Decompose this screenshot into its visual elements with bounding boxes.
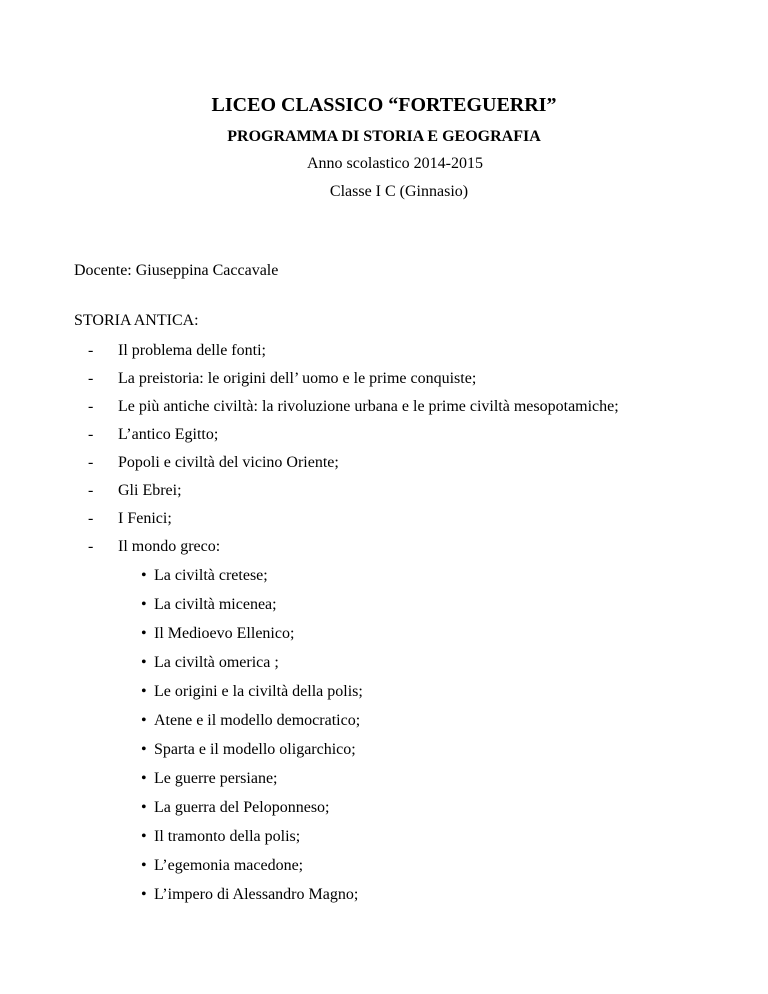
sub-list-item-text: La guerra del Peloponneso; <box>154 799 330 816</box>
list-item-text: Il mondo greco: <box>118 538 221 555</box>
list-item-text: La preistoria: le origini dell’ uomo e le prime conquiste; <box>118 370 477 387</box>
bullet-marker: • <box>141 886 147 903</box>
sub-list-item-text: L’impero di Alessandro Magno; <box>154 886 359 903</box>
teacher-line: Docente: Giuseppina Caccavale <box>74 262 279 279</box>
list-item-text: Il problema delle fonti; <box>118 342 266 359</box>
list-item <box>88 482 182 500</box>
list-item-text: Popoli e civiltà del vicino Oriente; <box>118 454 339 471</box>
list-item <box>88 398 619 416</box>
sub-list-item <box>141 625 294 643</box>
list-item <box>88 426 218 444</box>
program-title-heading: PROGRAMMA DI STORIA E GEOGRAFIA <box>227 128 541 145</box>
list-item <box>88 538 220 556</box>
sub-list-item <box>141 683 363 701</box>
dash-marker: - <box>88 454 94 471</box>
sub-list-item <box>141 770 277 788</box>
sub-list-item <box>141 712 360 730</box>
dash-marker: - <box>88 370 94 387</box>
list-item-text: Le più antiche civiltà: la rivoluzione urbana e le prime civiltà mesopotamiche; <box>118 398 619 415</box>
sub-list-item <box>141 799 330 817</box>
list-item <box>88 342 266 360</box>
bullet-marker: • <box>141 625 147 642</box>
dash-marker: - <box>88 342 94 359</box>
bullet-marker: • <box>141 683 147 700</box>
list-item-text: I Fenici; <box>118 510 172 527</box>
sub-list-item-text: Il Medioevo Ellenico; <box>154 625 295 642</box>
sub-list-item-text: Atene e il modello democratico; <box>154 712 361 729</box>
class-name-line <box>0 183 768 201</box>
sub-list-item <box>141 828 300 846</box>
sub-list-item-text: La civiltà omerica ; <box>154 654 279 671</box>
sub-list-item-text: Le guerre persiane; <box>154 770 278 787</box>
sub-list-item <box>141 654 279 672</box>
sub-list-item <box>141 567 268 585</box>
school-name-heading: LICEO CLASSICO “FORTEGUERRI” <box>211 94 557 116</box>
sub-list-item-text: La civiltà cretese; <box>154 567 268 584</box>
school-year-line: Anno scolastico 2014-2015 <box>307 155 483 172</box>
sub-list-item <box>141 741 356 759</box>
bullet-marker: • <box>141 828 147 845</box>
sub-list-item-text: Sparta e il modello oligarchico; <box>154 741 356 758</box>
bullet-marker: • <box>141 654 147 671</box>
sub-list-item <box>141 857 303 875</box>
bullet-marker: • <box>141 596 147 613</box>
bullet-marker: • <box>141 712 147 729</box>
sub-list-item-text: Le origini e la civiltà della polis; <box>154 683 363 700</box>
list-item <box>88 510 172 528</box>
bullet-marker: • <box>141 741 147 758</box>
list-item-text: Gli Ebrei; <box>118 482 182 499</box>
bullet-marker: • <box>141 567 147 584</box>
dash-marker: - <box>88 426 94 443</box>
sub-list-item-text: L’egemonia macedone; <box>154 857 304 874</box>
sub-list-item <box>141 886 358 904</box>
list-item <box>88 454 339 472</box>
section-heading: STORIA ANTICA: <box>74 312 199 329</box>
dash-marker: - <box>88 538 94 555</box>
dash-marker: - <box>88 510 94 527</box>
bullet-marker: • <box>141 857 147 874</box>
dash-marker: - <box>88 398 94 415</box>
sub-list-item-text: La civiltà micenea; <box>154 596 277 613</box>
sub-list-item <box>141 596 277 614</box>
bullet-marker: • <box>141 770 147 787</box>
class-name-text: Classe I C (Ginnasio) <box>329 183 469 200</box>
dash-marker: - <box>88 482 94 499</box>
sub-list-item-text: Il tramonto della polis; <box>154 828 301 845</box>
bullet-marker: • <box>141 799 147 816</box>
list-item <box>88 370 476 388</box>
list-item-text: L’antico Egitto; <box>118 426 219 443</box>
